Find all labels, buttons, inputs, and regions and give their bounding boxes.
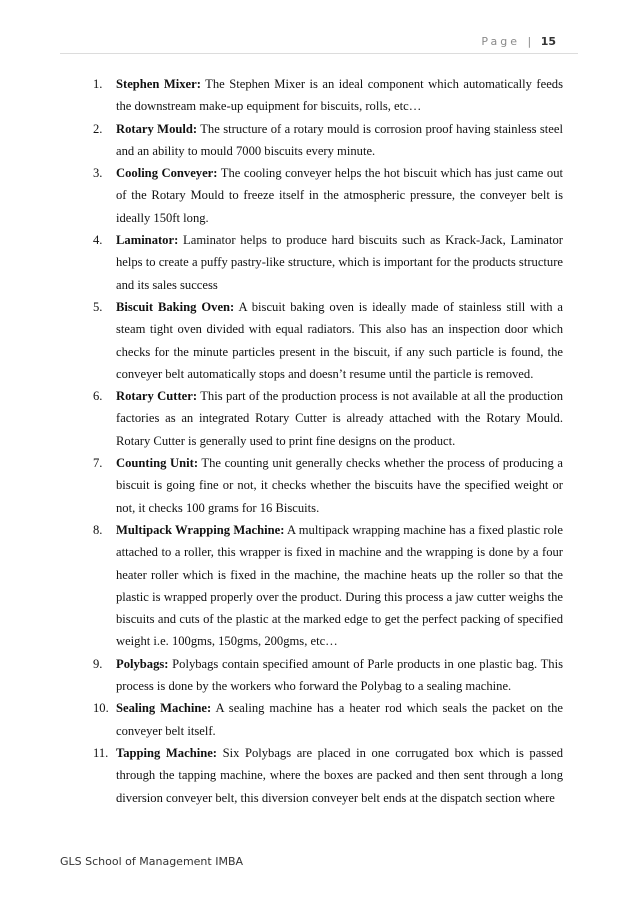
item-body: A multipack wrapping machine has a fixed plastic role attached to a roller, this wrapper is fixed in machine and the wrapping is done by a four heater roller which is fixed in the machine, the machine heats up the roller so that the plastic is wrapped properly over the product. During this process a jaw cutter weighs the biscuits and cuts of the plastic at the marked edge to get the perfect packing of specified weight i.e. 100gms, 150gms, 200gms, etc… xyxy=(116,522,563,649)
item-title: Rotary Mould: xyxy=(116,121,198,136)
item-body: The structure of a rotary mould is corrosion proof having stainless steel and an ability to mould 7000 biscuits every minute. xyxy=(116,121,563,158)
item-number: 8. xyxy=(93,522,103,537)
item-title: Biscuit Baking Oven: xyxy=(116,299,235,314)
item-body: The Stephen Mixer is an ideal component which automatically feeds the downstream make-up equipment for biscuits, rolls, etc… xyxy=(116,77,563,114)
item-number: 2. xyxy=(93,121,103,136)
item-number: 7. xyxy=(93,456,103,471)
item-body: A sealing machine has a heater rod which seals the packet on the conveyer belt itself. xyxy=(116,701,563,738)
item-number: 1. xyxy=(93,77,103,91)
item-title: Sealing Machine: xyxy=(116,701,212,716)
list-item xyxy=(93,452,563,519)
item-title: Laminator: xyxy=(116,233,179,248)
item-number: 10. xyxy=(93,701,109,716)
item-body: The cooling conveyer helps the hot biscuit which has just came out of the Rotary Mould to freeze itself in the atmospheric pressure, the conveyer belt is ideally 150ft long. xyxy=(116,166,564,225)
list-item xyxy=(93,296,563,385)
item-number: 6. xyxy=(93,389,103,404)
list-item xyxy=(93,742,563,809)
list-item xyxy=(93,162,563,229)
page-header xyxy=(481,35,556,48)
item-title: Multipack Wrapping Machine: xyxy=(116,522,285,537)
item-body: Laminator helps to produce hard biscuits such as Krack-Jack, Laminator helps to create a puffy pastry-like structure, which is important for the products structure and its sales success xyxy=(116,233,563,292)
item-body: Six Polybags are placed in one corrugated box which is passed through the tapping machine, where the boxes are packed and then sent through a long diversion conveyer belt, this diversion conveyer belt ends at the dispatch section where xyxy=(116,745,563,805)
machine-list xyxy=(93,73,563,809)
item-title: Rotary Cutter: xyxy=(116,389,198,404)
item-body: Polybags contain specified amount of Parle products in one plastic bag. This process is done by the workers who forward the Polybag to a sealing machine. xyxy=(116,656,563,694)
page-label: Page xyxy=(481,35,520,48)
item-number: 9. xyxy=(93,656,103,671)
item-title: Stephen Mixer: xyxy=(116,77,201,91)
list-item xyxy=(93,519,563,653)
list-item xyxy=(93,385,563,452)
item-title: Polybags: xyxy=(116,656,169,671)
page-number: 15 xyxy=(540,35,556,48)
item-number: 4. xyxy=(93,233,103,248)
list-item xyxy=(93,229,563,296)
list-item xyxy=(93,73,563,118)
page-footer: GLS School of Management IMBA xyxy=(60,855,244,868)
item-title: Cooling Conveyer: xyxy=(116,166,218,181)
item-body: This part of the production process is not available at all the production factories as an integrated Rotary Cutter is already attached with the Rotary Mould. Rotary Cutter is generally used to print fine designs on the product. xyxy=(116,389,563,448)
item-number: 11. xyxy=(93,745,109,760)
page-separator: | xyxy=(527,35,532,48)
item-number: 5. xyxy=(93,299,103,314)
item-title: Counting Unit: xyxy=(116,456,199,471)
item-title: Tapping Machine: xyxy=(116,745,217,760)
list-item xyxy=(93,118,563,163)
header-divider xyxy=(60,53,578,54)
list-item xyxy=(93,697,563,742)
item-number: 3. xyxy=(93,166,103,181)
item-body: A biscuit baking oven is ideally made of stainless still with a steam tight oven divided with equal radiators. This also has an inspection door which checks for the minute particles present in the biscuit, if any such particle is found, the conveyer belt automatically stops and doesn’t resume until the particle is removed. xyxy=(116,299,564,381)
list-item xyxy=(93,653,563,698)
item-body: The counting unit generally checks whether the process of producing a biscuit is going fine or not, it checks whether the biscuits have the specified weight or not, it checks 100 grams for 16 Biscuits. xyxy=(116,456,563,515)
